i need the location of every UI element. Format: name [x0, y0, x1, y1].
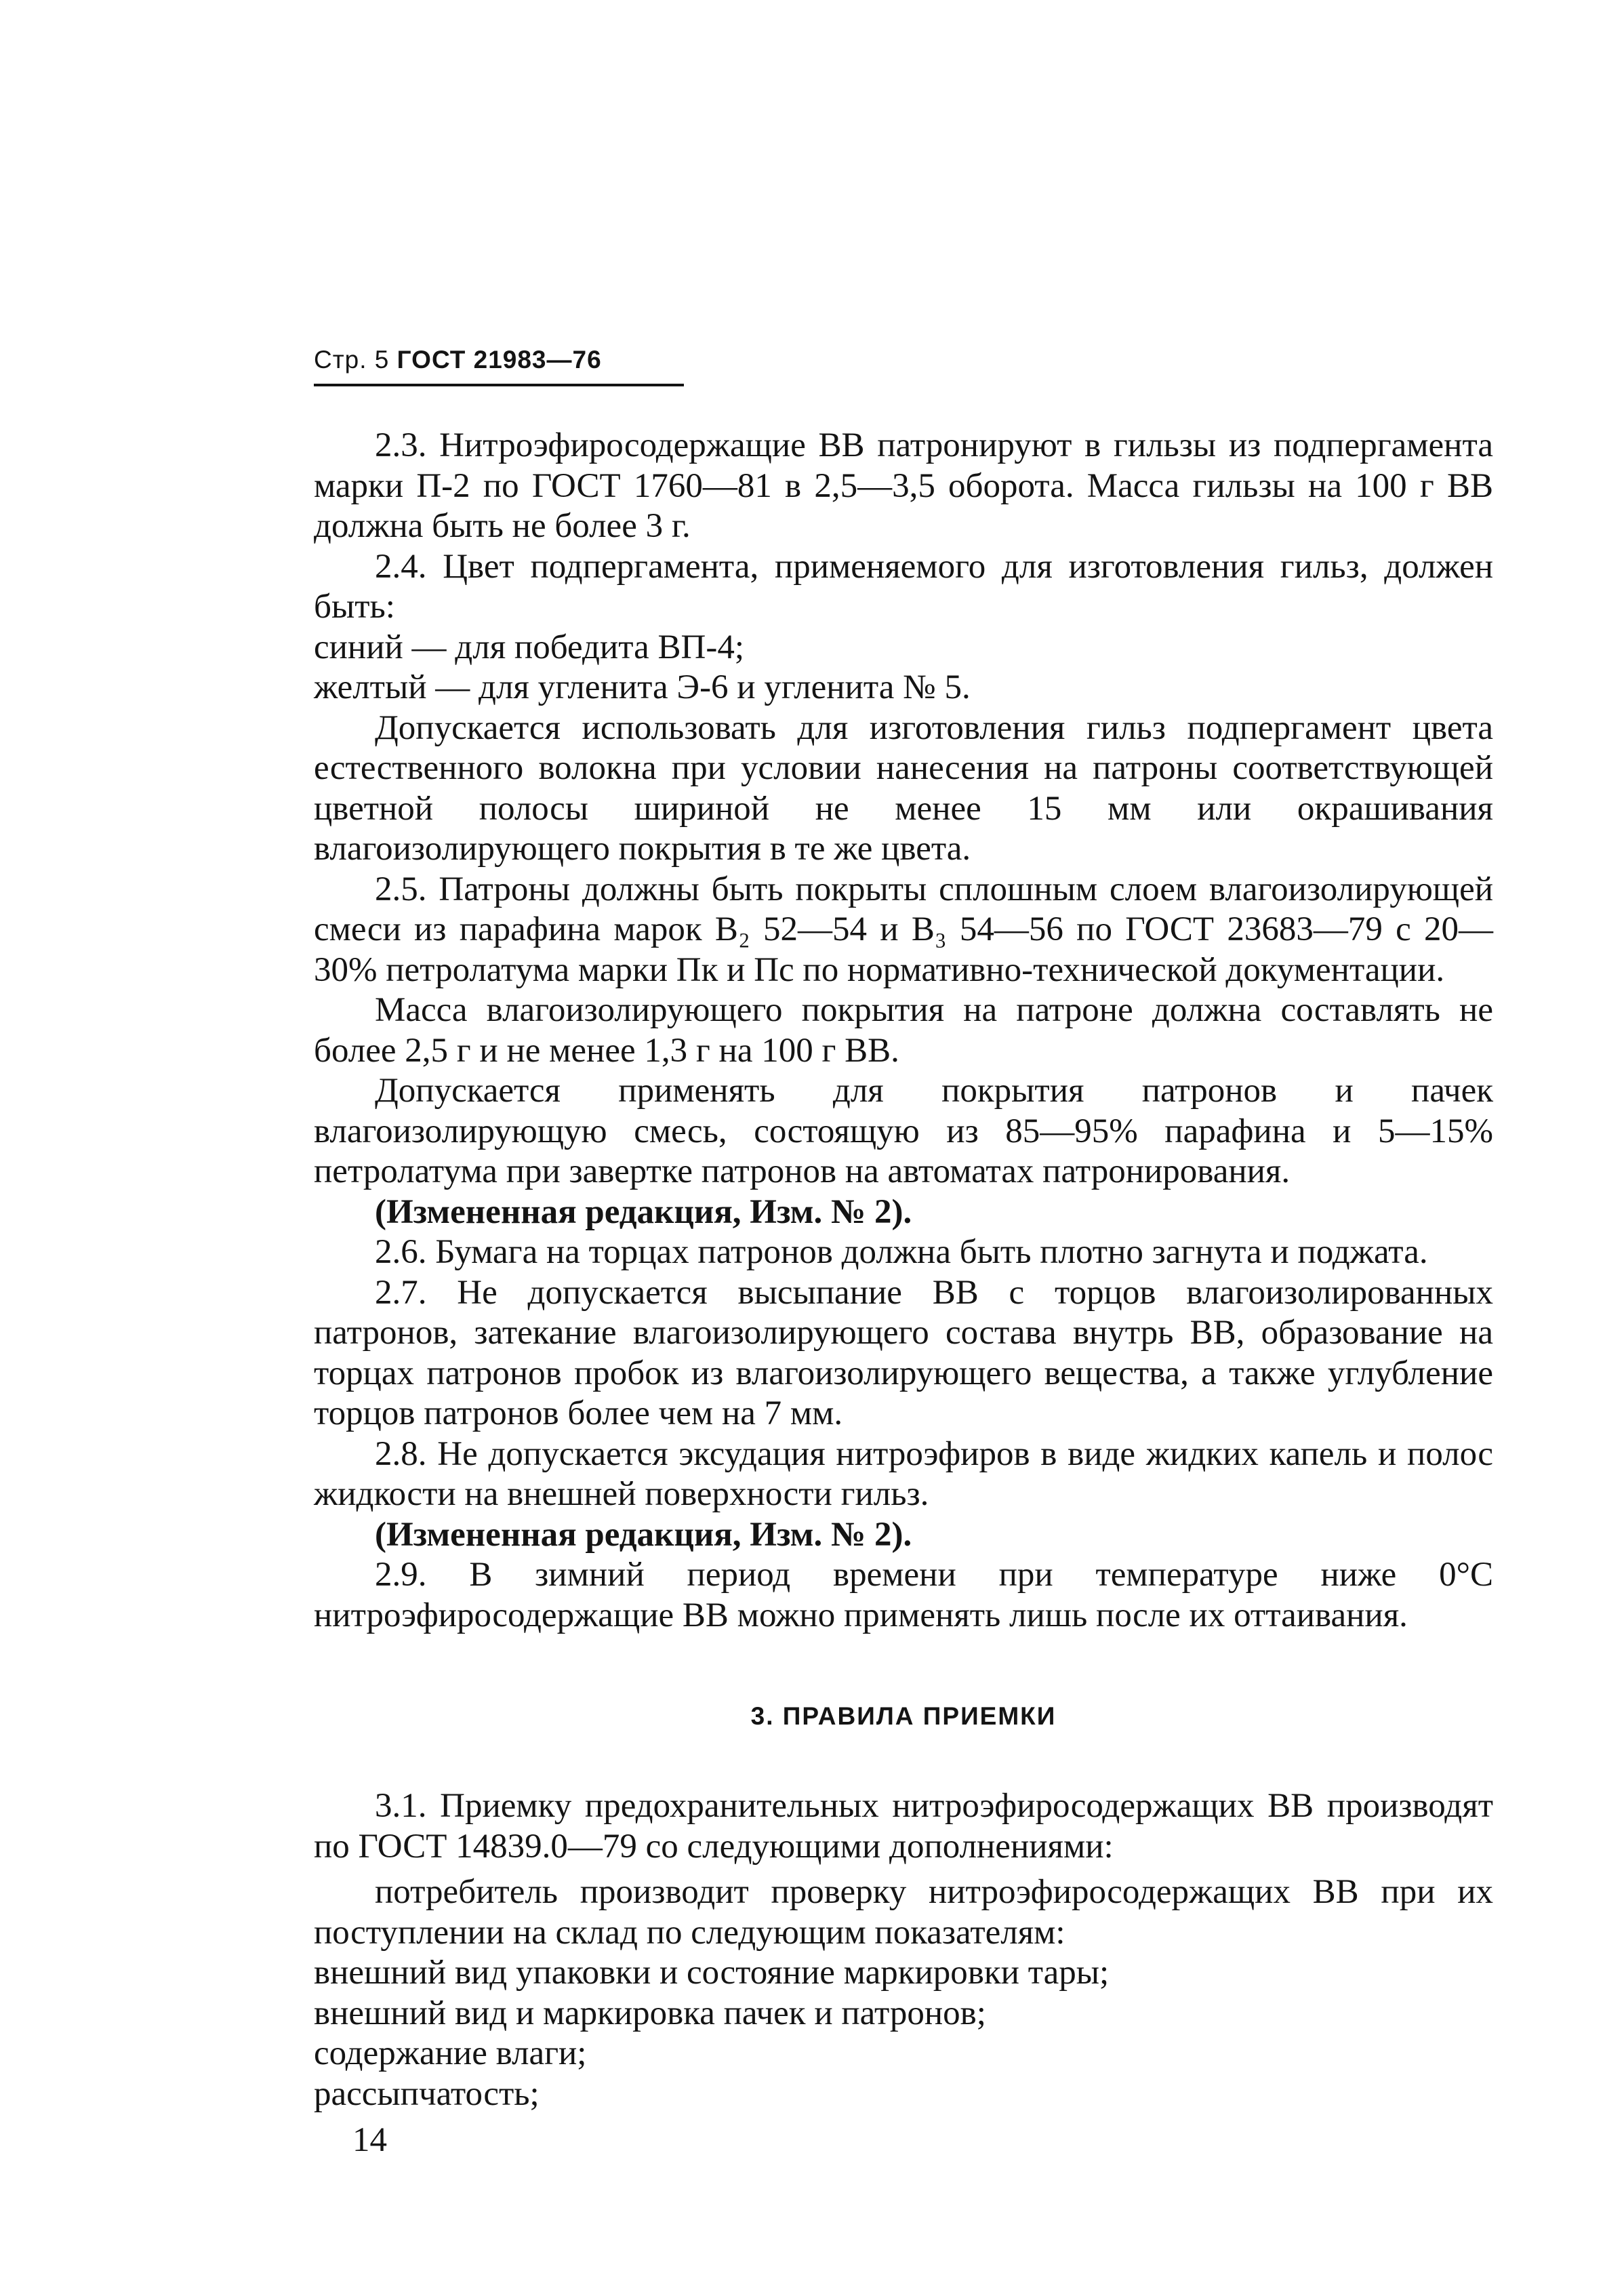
color-item-blue: синий — для победита ВП-4;: [314, 628, 744, 666]
color-item-yellow: желтый — для угленита Э-6 и угленита № 5.: [314, 668, 971, 706]
list-item: содержание влаги;: [314, 2034, 587, 2072]
paragraph-2-6: 2.6. Бумага на торцах патронов должна быть плотно загнута и поджата.: [375, 1233, 1428, 1271]
page-label: Стр. 5: [314, 346, 390, 374]
list-item: рассыпчатость;: [314, 2074, 540, 2113]
standard-number: ГОСТ 21983—76: [397, 346, 602, 374]
list-item: внешний вид упаковки и состояние маркировки тары;: [314, 1954, 1110, 1992]
paragraph-2-5-mass: Масса влагоизолирующего покрытия на патроне должна составлять не более 2,5 г и не менее 1,3 г на 100 г ВВ.: [314, 991, 1493, 1070]
page-header: [314, 346, 602, 374]
section-title: 3. ПРАВИЛА ПРИЕМКИ: [750, 1702, 1057, 1730]
paragraph-2-4: 2.4. Цвет подпергамента, применяемого для изготовления гильз, должен быть:: [314, 547, 1493, 626]
paragraph-2-4-allowance: Допускается использовать для изготовления гильз подпергамент цвета естественного волокна при условии нанесения на патроны соответствующей цветной полосы шириной не менее 15 мм или окрашивания влагоизолирующего покрытия в те же цвета.: [314, 708, 1493, 868]
page-number: 14: [352, 2121, 387, 2159]
paragraph-2-5: 2.5. Патроны должны быть покрыты сплошным слоем влагоизолирующей смеси из парафина марок В₂ 52—54 и В₃ 54—56 по ГОСТ 23683—79 с 20—30% петролатума марки Пк и Пс по нормативно-технической документации.: [314, 870, 1493, 989]
paragraph-3-1-consumer: потребитель производит проверку нитроэфиросодержащих ВВ при их поступлении на склад по следующим показателям:: [314, 1873, 1493, 1952]
paragraph-2-5-allowance: Допускается применять для покрытия патронов и пачек влагоизолирующую смесь, состоящую из 85—95% парафина и 5—15% петролатума при завертке патронов на автоматах патронирования.: [314, 1072, 1493, 1190]
header-rule: [314, 384, 684, 386]
list-item: внешний вид и маркировка пачек и патронов;: [314, 1994, 986, 2032]
document-body: [314, 426, 1493, 2114]
amendment-note: (Измененная редакция, Изм. № 2).: [375, 1192, 912, 1231]
amendment-note: (Измененная редакция, Изм. № 2).: [375, 1515, 912, 1554]
paragraph-2-9: 2.9. В зимний период времени при температуре ниже 0°С нитроэфиросодержащие ВВ можно применять лишь после их оттаивания.: [314, 1556, 1493, 1634]
paragraph-2-3: 2.3. Нитроэфиросодержащие ВВ патронируют в гильзы из подпергамента марки П-2 по ГОСТ 1760—81 в 2,5—3,5 оборота. Масса гильзы на 100 г ВВ должна быть не более 3 г.: [314, 426, 1493, 545]
paragraph-2-7: 2.7. Не допускается высыпание ВВ с торцов влагоизолированных патронов, затекание влагоизолирующего состава внутрь ВВ, образование на торцах патронов пробок из влагоизолирующего вещества, а также углубление торцов патронов более чем на 7 мм.: [314, 1273, 1493, 1432]
paragraph-3-1: 3.1. Приемку предохранительных нитроэфиросодержащих ВВ производят по ГОСТ 14839.0—79 со следующими дополнениями:: [314, 1787, 1493, 1866]
paragraph-2-8: 2.8. Не допускается эксудация нитроэфиров в виде жидких капель и полос жидкости на внешней поверхности гильз.: [314, 1434, 1493, 1513]
